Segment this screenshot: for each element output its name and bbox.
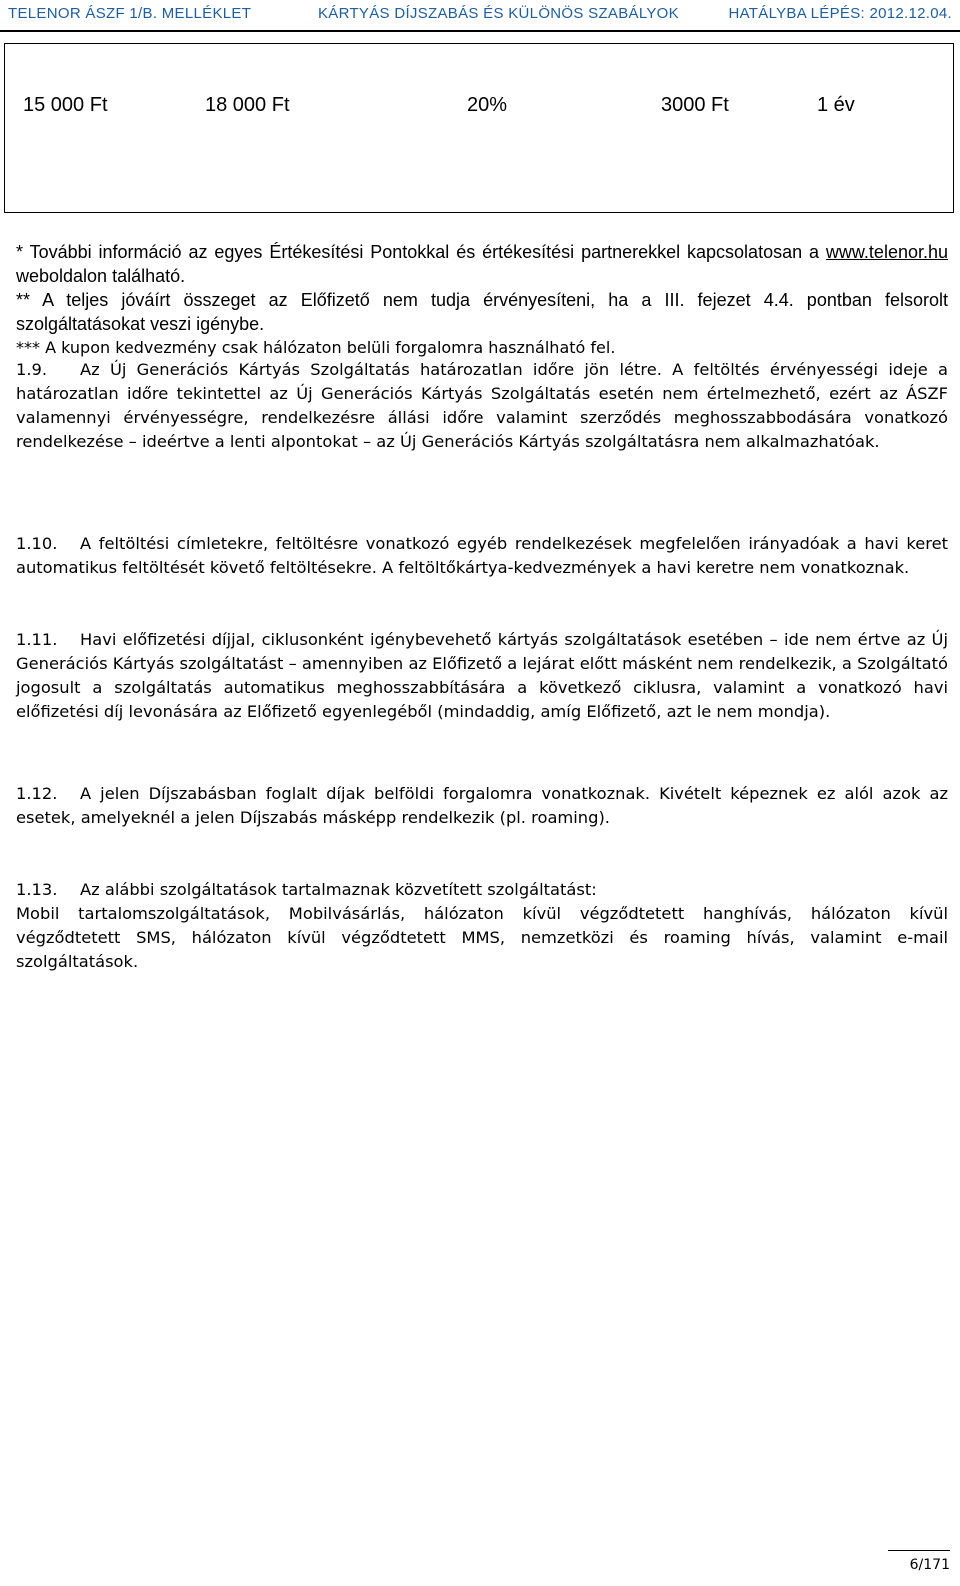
section-1-11: [16, 628, 948, 724]
footnotes: [16, 240, 948, 360]
footnote-1-text: * További információ az egyes Értékesítési Pontokkal és értékesítési partnerekkel kapcsolatosan a: [16, 242, 826, 262]
footnote-1-suffix: weboldalon található.: [16, 266, 186, 286]
header-section-title: KÁRTYÁS DÍJSZABÁS ÉS KÜLÖNÖS SZABÁLYOK: [318, 5, 679, 22]
section-text: Az Új Generációs Kártyás Szolgáltatás határozatlan időre jön létre. A feltöltés érvényességi ideje a határozatlan időre tekintettel az Új Generációs Kártyás Szolgáltatás esetén nem értelmezhető, ezért az ÁSZF valamennyi érvényességre, rendelkezésre állási időre valamint szerződés meghosszabbodására vonatkozó rendelkezése – ideértve a lenti alpontokat – az Új Generációs Kártyás szolgáltatásra nem alkalmazhatóak.: [16, 360, 948, 451]
section-number: 1.11.: [16, 630, 58, 649]
footer-divider: [888, 1550, 950, 1551]
telenor-website-link[interactable]: www.telenor.hu: [825, 242, 948, 262]
header-effective-date: HATÁLYBA LÉPÉS: 2012.12.04.: [728, 5, 952, 22]
rate-table: [4, 43, 954, 213]
rate-cell: 20%: [467, 94, 508, 116]
section-text: Havi előfizetési díjjal, ciklusonként igénybevehető kártyás szolgáltatások esetében – ide nem értve az Új Generációs Kártyás szolgáltatást – amennyiben az Előfizető a lejárat előtt másként nem rendelkezik, a Szolgáltató jogosult a szolgáltatás automatikus meghosszabbítására a következő ciklusra, valamint a vonatkozó havi előfizetési díj levonására az Előfizető egyenlegéből (mindaddig, amíg Előfizető, azt le nem mondja).: [16, 630, 948, 721]
section-number: 1.13.: [16, 880, 58, 899]
section-1-10: [16, 532, 948, 580]
rate-cell: 1 év: [817, 94, 855, 116]
rate-cell: 15 000 Ft: [23, 94, 108, 116]
header-divider: [0, 30, 960, 32]
footnote-3: *** A kupon kedvezmény csak hálózaton belüli forgalomra használható fel.: [16, 338, 616, 357]
footnote-1: [16, 240, 948, 288]
section-1-13: [16, 878, 948, 974]
rate-cell: 18 000 Ft: [205, 94, 290, 116]
section-number: 1.10.: [16, 534, 58, 553]
header-document-title: TELENOR ÁSZF 1/B. MELLÉKLET: [8, 5, 252, 22]
page-number: 6/171: [909, 1557, 950, 1573]
page-header: [0, 0, 960, 26]
section-1-9: [16, 358, 948, 454]
section-text: Az alábbi szolgáltatások tartalmaznak közvetített szolgáltatást:: [80, 880, 597, 899]
rate-cell: 3000 Ft: [661, 94, 729, 116]
section-number: 1.12.: [16, 784, 58, 803]
section-number: 1.9.: [16, 360, 48, 379]
section-1-12: [16, 782, 948, 830]
footnote-2: ** A teljes jóváírt összeget az Előfizető nem tudja érvényesíteni, ha a III. fejezet 4.4. pontban felsorolt szolgáltatásokat veszi igénybe.: [16, 290, 948, 334]
section-text: A jelen Díjszabásban foglalt díjak belföldi forgalomra vonatkoznak. Kivételt képeznek ez alól azok az esetek, amelyeknél a jelen Díjszabás másképp rendelkezik (pl. roaming).: [16, 784, 948, 827]
section-text: A feltöltési címletekre, feltöltésre vonatkozó egyéb rendelkezések megfelelően irányadóak a havi keret automatikus feltöltését követő feltöltésekre. A feltöltőkártya-kedvezmények a havi keretre nem vonatkoznak.: [16, 534, 948, 577]
section-text-continued: Mobil tartalomszolgáltatások, Mobilvásárlás, hálózaton kívül végződtetett hanghívás, hálózaton kívül végződtetett SMS, hálózaton kívül végződtetett MMS, nemzetközi és roaming hívás, valamint e-mail szolgáltatások.: [16, 904, 948, 971]
